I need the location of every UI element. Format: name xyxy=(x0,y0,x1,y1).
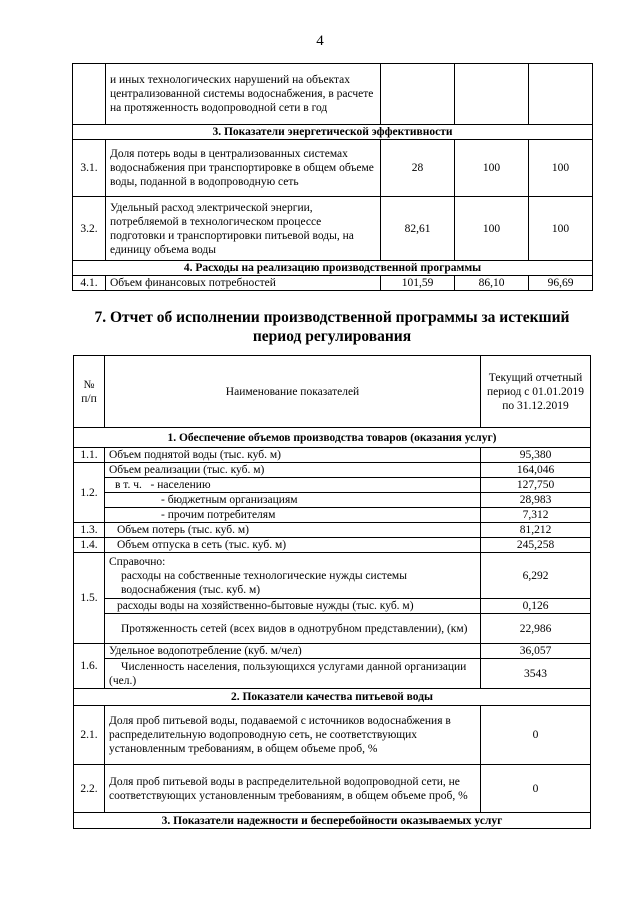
table-row xyxy=(74,463,591,478)
row-number: 2.2. xyxy=(74,765,105,813)
section2-title: 2. Показатели качества питьевой воды xyxy=(74,689,591,706)
value-cell: 0 xyxy=(481,706,591,765)
value-cell: 28 xyxy=(381,140,455,197)
value-cell: 100 xyxy=(529,140,593,197)
table-row xyxy=(73,276,593,291)
section4-title: 4. Расходы на реализацию производственной программы xyxy=(73,261,593,276)
row-number: 1.4. xyxy=(74,538,105,553)
table-row xyxy=(73,64,593,125)
value-cell: 164,046 xyxy=(481,463,591,478)
row-name: Доля проб питьевой воды в распределительной водопроводной сети, не соответствующих установленным требованиям, в общем объеме проб, % xyxy=(105,765,481,813)
page-number: 4 xyxy=(316,33,324,49)
table-row xyxy=(74,538,591,553)
table-row xyxy=(74,599,591,614)
value-cell: 100 xyxy=(455,197,529,261)
row-name: Удельный расход электрической энергии, потребляемой в технологическом процессе подготовки и транспортировки питьевой воды, на единицу объема воды xyxy=(106,197,381,261)
reference-label: Справочно: xyxy=(109,555,166,568)
value-cell: 95,380 xyxy=(481,448,591,463)
row-name: Объем реализации (тыс. куб. м) xyxy=(105,463,481,478)
row-name: Удельное водопотребление (куб. м/чел) xyxy=(105,644,481,659)
table-row xyxy=(74,448,591,463)
value-cell: 127,750 xyxy=(481,478,591,493)
value-cell: 245,258 xyxy=(481,538,591,553)
row-number: 4.1. xyxy=(73,276,106,291)
row-name: - бюджетным организациям xyxy=(105,493,481,508)
value-cell: 86,10 xyxy=(455,276,529,291)
section-header xyxy=(74,813,591,829)
row-name: Численность населения, пользующихся услугами данной организации (чел.) xyxy=(105,659,481,689)
row-number: 1.5. xyxy=(74,553,105,644)
row-name: в т. ч. - населению xyxy=(105,478,481,493)
value-cell: 3543 xyxy=(481,659,591,689)
header-number: № п/п xyxy=(74,356,105,428)
row-name: Доля проб питьевой воды, подаваемой с источников водоснабжения в распределительную водопроводную сеть, не соответствующих установленным требованиям, в общем объеме проб, % xyxy=(105,706,481,765)
table-row xyxy=(74,644,591,659)
row-number: 1.2. xyxy=(74,463,105,523)
table-row xyxy=(74,478,591,493)
table-row xyxy=(74,659,591,689)
section7-title: 7. Отчет об исполнении производственной программы за истекший период регулирования xyxy=(94,309,570,345)
section-header xyxy=(73,125,593,140)
section-header xyxy=(74,428,591,448)
row-number: 2.1. xyxy=(74,706,105,765)
row-name: Объем потерь (тыс. куб. м) xyxy=(105,523,481,538)
row-name: Протяженность сетей (всех видов в однотрубном представлении), (км) xyxy=(105,614,481,644)
table-row xyxy=(74,614,591,644)
table-row xyxy=(74,553,591,599)
section3-title: 3. Показатели энергетической эффективности xyxy=(73,125,593,140)
row-name: Объем финансовых потребностей xyxy=(106,276,381,291)
value-cell: 82,61 xyxy=(381,197,455,261)
value-cell: 28,983 xyxy=(481,493,591,508)
table-row xyxy=(74,493,591,508)
row-number: 1.6. xyxy=(74,644,105,689)
row-name: - прочим потребителям xyxy=(105,508,481,523)
section1-title: 1. Обеспечение объемов производства товаров (оказания услуг) xyxy=(74,428,591,448)
program-report-table xyxy=(73,355,591,829)
row-name xyxy=(105,553,481,599)
value-cell: 6,292 xyxy=(481,553,591,599)
table-row xyxy=(74,765,591,813)
section3-title: 3. Показатели надежности и бесперебойности оказываемых услуг xyxy=(74,813,591,829)
value-cell: 0,126 xyxy=(481,599,591,614)
value-cell: 100 xyxy=(529,197,593,261)
row-name: расходы воды на хозяйственно-бытовые нужды (тыс. куб. м) xyxy=(105,599,481,614)
value-cell: 101,59 xyxy=(381,276,455,291)
row-number: 3.2. xyxy=(73,197,106,261)
table-row xyxy=(74,706,591,765)
section-header xyxy=(74,689,591,706)
value-cell: 0 xyxy=(481,765,591,813)
table-header-row xyxy=(74,356,591,428)
value-cell: 100 xyxy=(455,140,529,197)
table-row xyxy=(73,197,593,261)
value-cell: 22,986 xyxy=(481,614,591,644)
value-cell: 96,69 xyxy=(529,276,593,291)
row-name-text: расходы на собственные технологические нужды системы водоснабжения (тыс. куб. м) xyxy=(121,569,407,596)
row-name: и иных технологических нарушений на объектах централизованной системы водоснабжения, в расчете на протяженность водопроводной сети в год xyxy=(106,64,381,125)
value-cell: 36,057 xyxy=(481,644,591,659)
indicators-table-continued xyxy=(72,63,593,291)
row-number: 1.3. xyxy=(74,523,105,538)
row-name: Объем отпуска в сеть (тыс. куб. м) xyxy=(105,538,481,553)
row-name: Доля потерь воды в централизованных системах водоснабжения при транспортировке в общем объеме воды, поданной в водопроводную сеть xyxy=(106,140,381,197)
row-name: Объем поднятой воды (тыс. куб. м) xyxy=(105,448,481,463)
row-number: 1.1. xyxy=(74,448,105,463)
section-header xyxy=(73,261,593,276)
table-row xyxy=(74,508,591,523)
value-cell: 7,312 xyxy=(481,508,591,523)
header-period: Текущий отчетный период с 01.01.2019 по 31.12.2019 xyxy=(481,356,591,428)
row-number: 3.1. xyxy=(73,140,106,197)
value-cell: 81,212 xyxy=(481,523,591,538)
header-name: Наименование показателей xyxy=(105,356,481,428)
table-row xyxy=(73,140,593,197)
table-row xyxy=(74,523,591,538)
